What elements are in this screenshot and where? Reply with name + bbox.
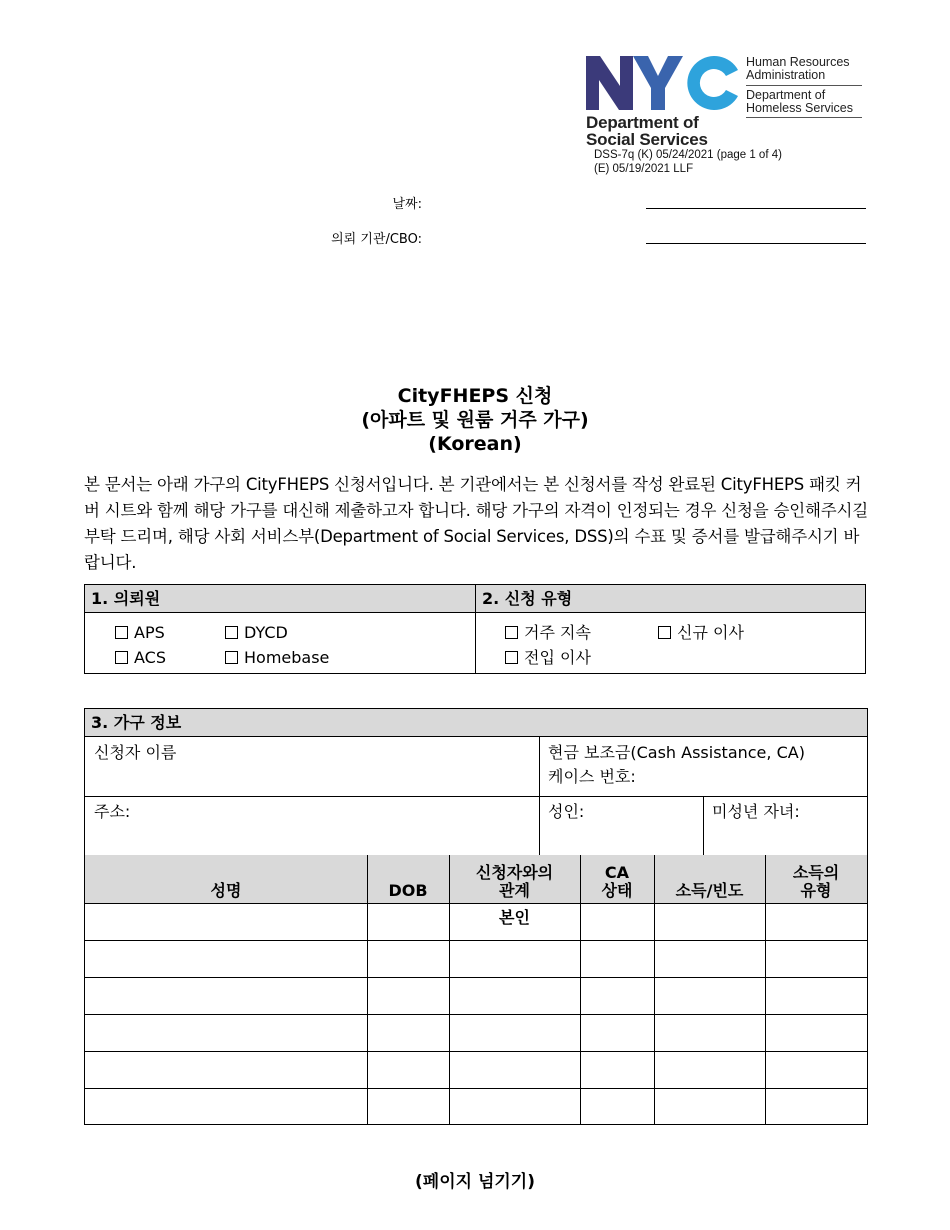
agency-dhs: Department of Homeless Services bbox=[746, 86, 862, 118]
applicant-name-label: 신청자 이름 bbox=[94, 743, 177, 762]
col-ca-status: CA 상태 bbox=[601, 863, 633, 900]
nyc-logo-icon bbox=[586, 56, 738, 110]
col-relation: 신청자와의 관계 bbox=[475, 863, 554, 900]
table-row bbox=[85, 1088, 867, 1089]
checkbox-icon[interactable] bbox=[115, 651, 128, 664]
col-income: 소득/빈도 bbox=[675, 881, 744, 900]
checkbox-icon[interactable] bbox=[115, 626, 128, 639]
table-row bbox=[85, 940, 867, 941]
option-new-move[interactable]: 신규 이사 bbox=[658, 623, 744, 643]
form-code-line-1: DSS-7q (K) 05/24/2021 (page 1 of 4) bbox=[594, 149, 782, 161]
table-row bbox=[85, 903, 867, 904]
department-name: Department of Social Services bbox=[586, 113, 708, 149]
option-continue-stay[interactable]: 거주 지속 bbox=[505, 623, 591, 643]
minors-label: 미성년 자녀: bbox=[712, 802, 800, 821]
col-line bbox=[765, 855, 766, 1125]
cbo-label: 의뢰 기관/CBO: bbox=[331, 232, 422, 247]
section3-header: 3. 가구 정보 bbox=[85, 709, 867, 737]
col-income-type: 소득의 유형 bbox=[792, 863, 840, 900]
checkbox-icon[interactable] bbox=[225, 651, 238, 664]
page-title bbox=[0, 384, 950, 456]
col-line bbox=[654, 855, 655, 1125]
col-line bbox=[580, 855, 581, 1125]
col-dob: DOB bbox=[388, 881, 428, 900]
ca-case-label-1: 현금 보조금(Cash Assistance, CA) bbox=[548, 743, 805, 762]
cbo-input-line[interactable] bbox=[646, 243, 866, 244]
title-line-2: (아파트 및 원룸 거주 가구) bbox=[361, 409, 589, 431]
checkbox-icon[interactable] bbox=[225, 626, 238, 639]
title-line-3: (Korean) bbox=[428, 433, 522, 455]
address-label: 주소: bbox=[94, 802, 131, 821]
option-move-in[interactable]: 전입 이사 bbox=[505, 648, 591, 668]
checkbox-icon[interactable] bbox=[505, 626, 518, 639]
referral-and-type-box bbox=[84, 584, 866, 674]
adults-label: 성인: bbox=[548, 802, 585, 821]
relation-self-cell: 본인 bbox=[499, 908, 530, 927]
col-line bbox=[367, 855, 368, 1125]
option-dycd[interactable]: DYCD bbox=[225, 623, 288, 643]
checkbox-icon[interactable] bbox=[658, 626, 671, 639]
agency-names bbox=[746, 56, 862, 118]
option-acs[interactable]: ACS bbox=[115, 648, 166, 668]
form-code-line-2: (E) 05/19/2021 LLF bbox=[594, 163, 694, 175]
section2-header: 2. 신청 유형 bbox=[475, 585, 865, 613]
title-line-1: CityFHEPS 신청 bbox=[397, 385, 553, 407]
checkbox-icon[interactable] bbox=[505, 651, 518, 664]
date-label: 날짜: bbox=[392, 197, 422, 212]
form-code bbox=[594, 148, 782, 176]
section1-header: 1. 의뢰원 bbox=[85, 585, 475, 613]
col-line bbox=[449, 855, 450, 1125]
household-info-box bbox=[84, 708, 868, 1125]
table-row bbox=[85, 1014, 867, 1015]
dss-logo bbox=[586, 56, 876, 156]
date-input-line[interactable] bbox=[646, 208, 866, 209]
row-divider bbox=[85, 796, 867, 797]
agency-hra: Human Resources Administration bbox=[746, 56, 862, 86]
option-homebase[interactable]: Homebase bbox=[225, 648, 329, 668]
option-aps[interactable]: APS bbox=[115, 623, 165, 643]
col-name: 성명 bbox=[210, 881, 242, 900]
section-divider bbox=[475, 585, 476, 673]
ca-case-label-2: 케이스 번호: bbox=[548, 767, 636, 786]
table-row bbox=[85, 977, 867, 978]
table-row bbox=[85, 1051, 867, 1052]
page-turn-note: (페이지 넘기기) bbox=[415, 1172, 535, 1192]
intro-paragraph: 본 문서는 아래 가구의 CityFHEPS 신청서입니다. 본 기관에서는 본 신청서를 작성 완료된 CityFHEPS 패킷 커버 시트와 함께 해당 가구를 대신해 제출하고자 합니다. 해당 가구의 자격이 인정되는 경우 신청을 승인해주시길 부탁 드리며, 해당 사회 서비스부(Department of Social Services, DSS)의 수표 및 증서를 발급해주시기 바랍니다. bbox=[84, 475, 868, 572]
adults-divider bbox=[703, 796, 704, 855]
